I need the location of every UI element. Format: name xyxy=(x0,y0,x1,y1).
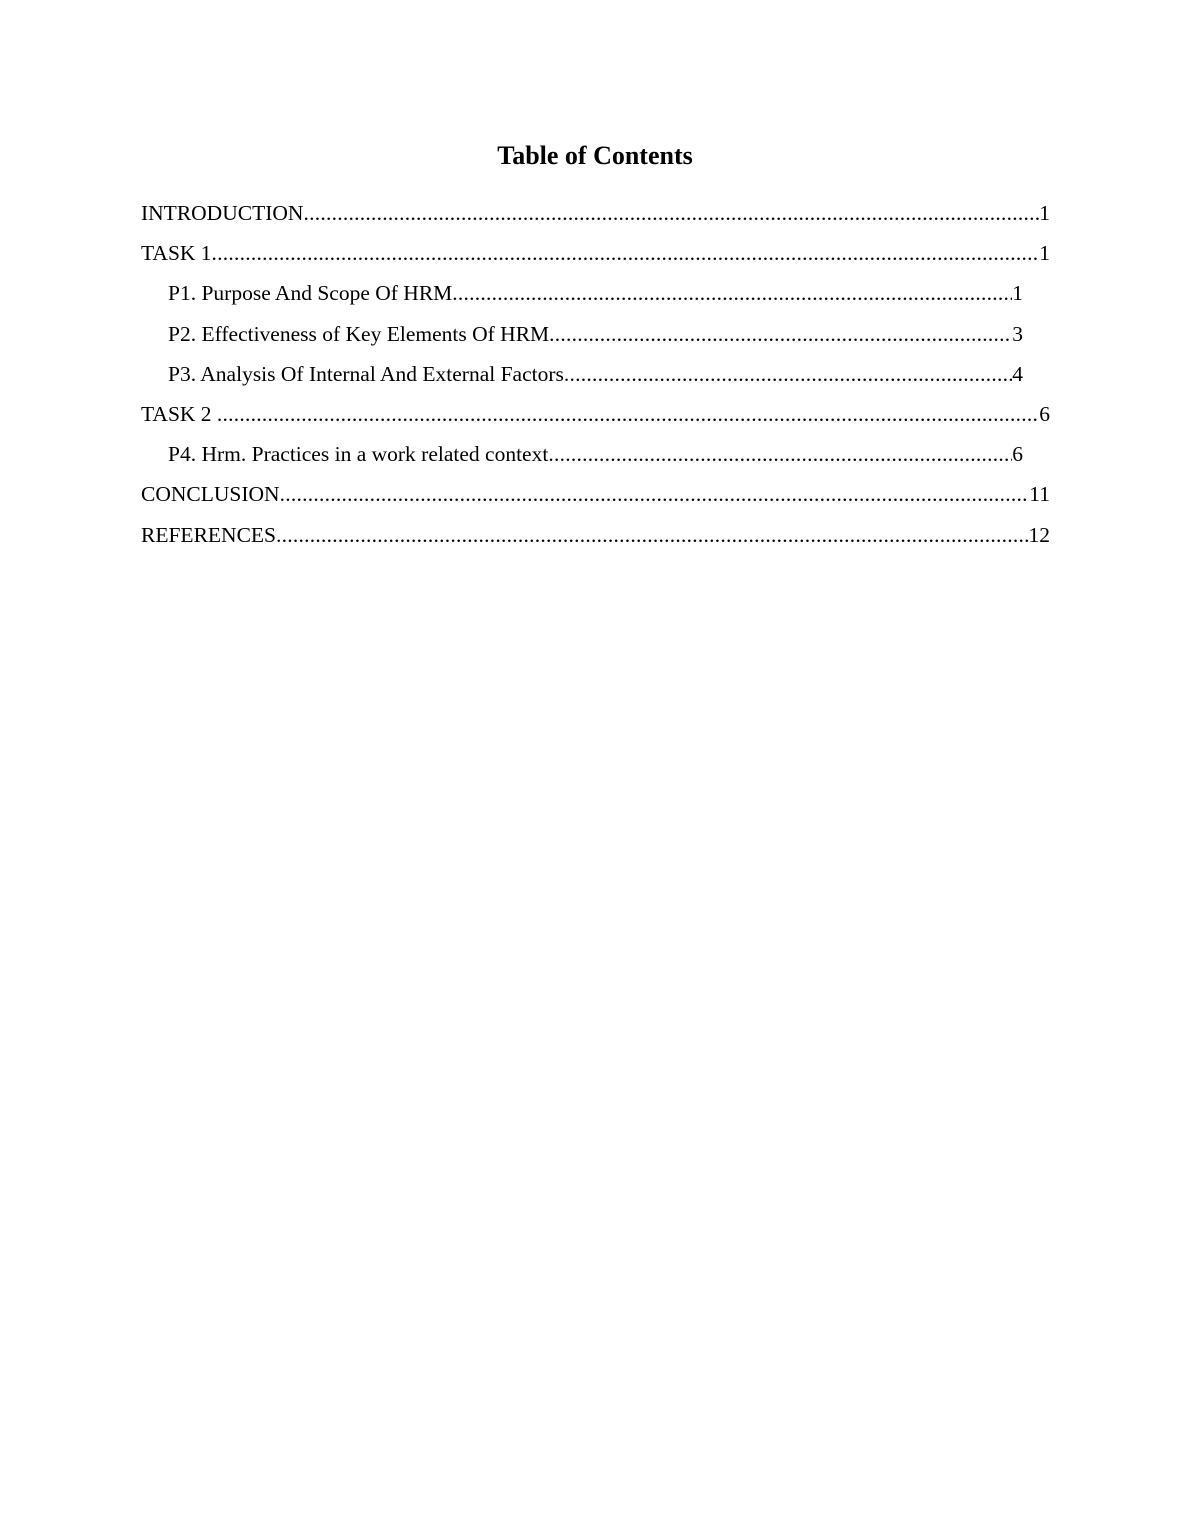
toc-entry-label: TASK 2 xyxy=(141,401,217,426)
toc-dot-leader xyxy=(564,354,1012,394)
toc-dot-leader xyxy=(212,233,1040,273)
toc-entry-label: P4. Hrm. Practices in a work related context xyxy=(168,442,549,467)
toc-dot-leader xyxy=(303,193,1039,233)
toc-entry-label: REFERENCES xyxy=(141,522,276,547)
toc-entry-page-number: 4 xyxy=(1012,361,1023,386)
toc-entry-label: P1. Purpose And Scope Of HRM xyxy=(168,281,453,306)
toc-entry-page-number: 6 xyxy=(1012,442,1023,467)
toc-list xyxy=(0,193,1190,555)
toc-dot-leader xyxy=(276,515,1029,555)
toc-entry-page-number: 3 xyxy=(1012,321,1023,346)
toc-entry-page-number: 1 xyxy=(1039,201,1050,225)
toc-entry-page-number: 1 xyxy=(1039,241,1050,266)
toc-dot-leader xyxy=(280,474,1030,514)
toc-entry-label: CONCLUSION xyxy=(141,482,280,507)
toc-entry-conclusion[interactable] xyxy=(0,474,1050,514)
toc-entry-p1[interactable] xyxy=(0,273,1023,313)
toc-entry-page-number: 1 xyxy=(1012,281,1023,306)
toc-entry-label: P2. Effectiveness of Key Elements Of HRM xyxy=(168,321,550,346)
toc-dot-leader xyxy=(549,314,1012,354)
toc-entry-p2[interactable] xyxy=(0,314,1023,354)
toc-entry-references[interactable] xyxy=(0,515,1050,555)
toc-entry-page-number: 12 xyxy=(1028,522,1050,547)
toc-entry-label: TASK 1 xyxy=(141,241,212,266)
toc-dot-leader xyxy=(548,434,1012,474)
toc-entry-introduction[interactable] xyxy=(0,193,1050,233)
toc-entry-label: INTRODUCTION xyxy=(141,201,304,225)
toc-entry-task-1[interactable] xyxy=(0,233,1050,273)
toc-entry-page-number: 11 xyxy=(1029,482,1050,507)
toc-dot-leader xyxy=(452,273,1012,313)
toc-title: Table of Contents xyxy=(497,141,693,170)
toc-entry-p4[interactable] xyxy=(0,434,1023,474)
toc-entry-task-2[interactable] xyxy=(0,394,1050,434)
toc-dot-leader xyxy=(217,394,1039,434)
toc-entry-label: P3. Analysis Of Internal And External Factors xyxy=(168,361,564,386)
toc-entry-page-number: 6 xyxy=(1039,401,1050,426)
toc-entry-p3[interactable] xyxy=(0,354,1023,394)
